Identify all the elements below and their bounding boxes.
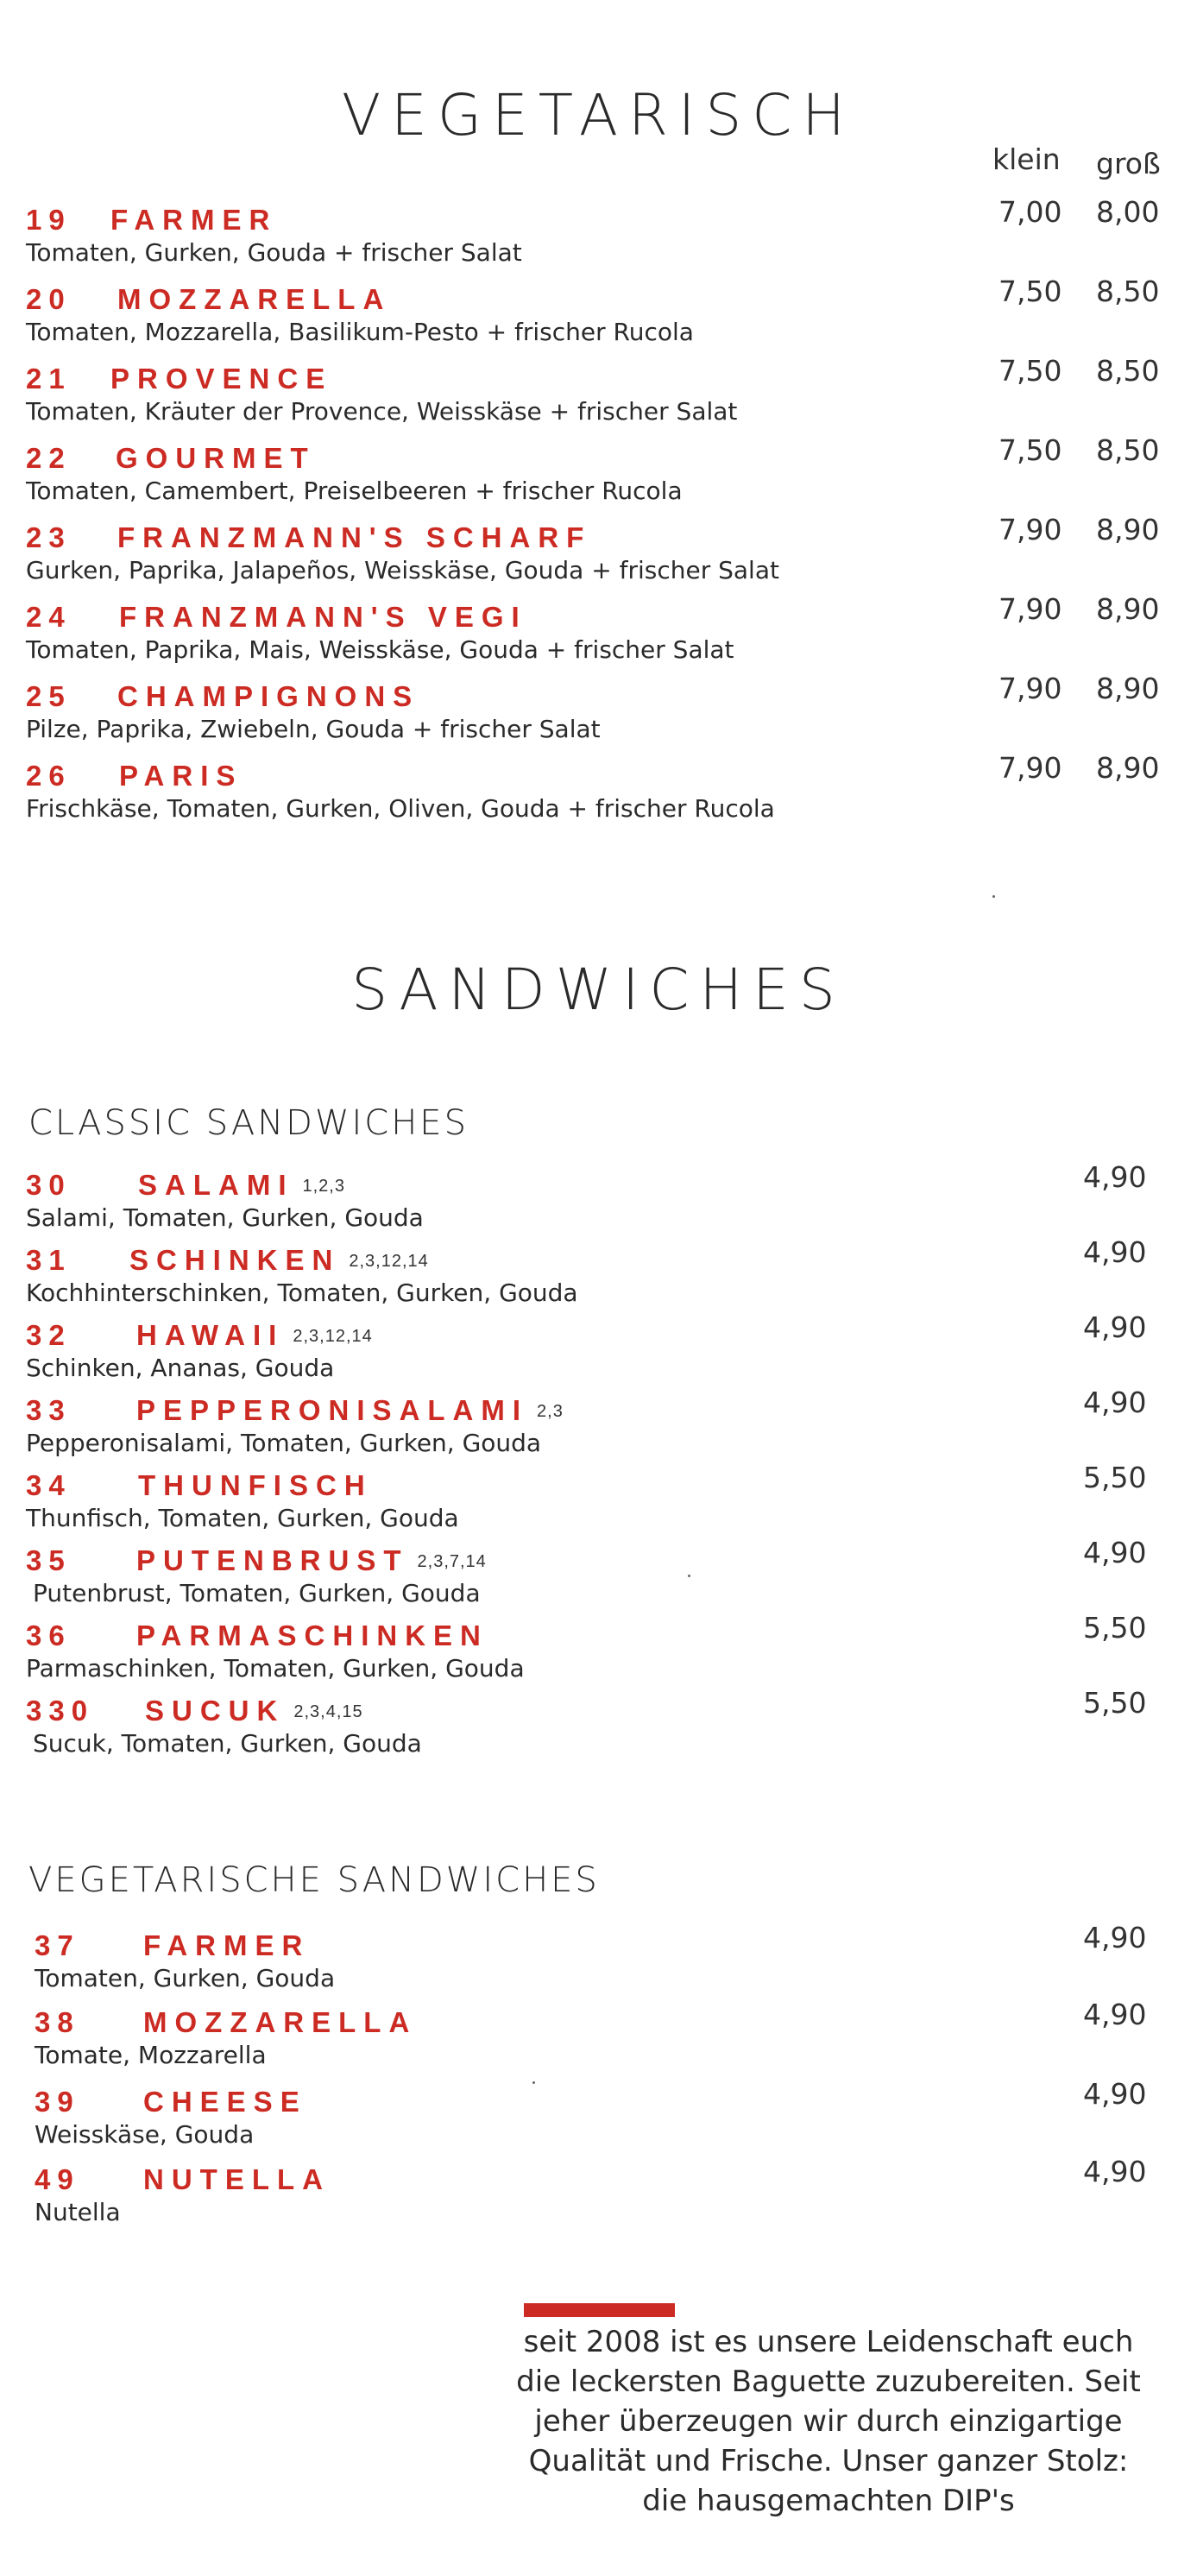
price-small: 7,50 <box>999 275 1062 308</box>
item-name-wrap <box>136 1544 487 1577</box>
item-number: 37 <box>35 1929 80 1961</box>
item-description: Frischkäse, Tomaten, Gurken, Oliven, Gouda + frischer Rucola <box>26 794 775 823</box>
price: 5,50 <box>1083 1461 1147 1494</box>
item-name: FARMER <box>110 204 278 236</box>
menu-item <box>26 751 1165 836</box>
item-number: 330 <box>26 1695 95 1727</box>
item-number: 35 <box>26 1544 72 1576</box>
price-large: 8,50 <box>1096 354 1160 388</box>
item-name-wrap <box>129 1244 429 1277</box>
item-description: Tomaten, Kräuter der Provence, Weisskäse + frischer Salat <box>26 397 738 426</box>
item-number: 31 <box>26 1244 72 1276</box>
menu-item <box>26 1310 1165 1395</box>
item-description: Kochhinterschinken, Tomaten, Gurken, Gouda <box>26 1279 578 1307</box>
item-description: Parmaschinken, Tomaten, Gurken, Gouda <box>26 1654 525 1683</box>
about-line: Qualität und Frische. Unser ganzer Stolz: <box>528 2444 1129 2478</box>
item-number: 38 <box>35 2006 80 2038</box>
item-name: MOZZARELLA <box>117 283 392 315</box>
item-number: 25 <box>26 680 72 712</box>
item-number: 33 <box>26 1394 72 1426</box>
item-number: 30 <box>26 1169 72 1201</box>
price-large: 8,90 <box>1096 672 1160 705</box>
item-name-wrap <box>136 1619 497 1652</box>
item-description: Tomaten, Mozzarella, Basilikum-Pesto + frischer Rucola <box>26 318 694 346</box>
item-name: THUNFISCH <box>138 1469 373 1501</box>
menu-item <box>26 433 1165 518</box>
price-small: 7,90 <box>999 672 1062 705</box>
item-name: PEPPERONISALAMI <box>136 1394 529 1426</box>
menu-item <box>26 1386 1165 1470</box>
item-number: 19 <box>26 204 72 236</box>
item-name: MOZZARELLA <box>143 2006 418 2038</box>
allergen-codes: 2,3 <box>537 1402 564 1421</box>
price-small: 7,90 <box>999 513 1062 546</box>
price: 4,90 <box>1083 2077 1147 2111</box>
menu-item <box>35 2155 1174 2239</box>
item-name-wrap <box>138 1169 345 1202</box>
menu-item <box>26 1536 1165 1620</box>
item-name: SCHINKEN <box>129 1244 341 1276</box>
item-description: Tomate, Mozzarella <box>35 2041 267 2069</box>
item-name-wrap <box>145 1695 363 1727</box>
price: 4,90 <box>1083 1310 1147 1344</box>
menu-item <box>35 1921 1174 2005</box>
item-number: 34 <box>26 1469 72 1501</box>
price: 5,50 <box>1083 1686 1147 1720</box>
item-description: Tomaten, Paprika, Mais, Weisskäse, Gouda + frischer Salat <box>26 635 734 664</box>
item-number: 36 <box>26 1619 72 1651</box>
item-name: CHEESE <box>143 2086 307 2118</box>
section-title-sandwiches: SANDWICHES <box>351 957 846 1023</box>
about-line: jeher überzeugen wir durch einzigartige <box>534 2404 1123 2439</box>
menu-item <box>26 513 1165 597</box>
section-title-vegetarisch: VEGETARISCH <box>342 82 855 148</box>
menu-item <box>35 2077 1174 2162</box>
menu-item <box>26 1235 1165 1320</box>
price-large: 8,90 <box>1096 592 1160 626</box>
item-number: 39 <box>35 2086 80 2118</box>
price-large: 8,90 <box>1096 751 1160 785</box>
allergen-codes: 2,3,12,14 <box>293 1327 373 1346</box>
menu-item <box>26 1461 1165 1545</box>
item-name: FARMER <box>143 1929 311 1961</box>
price: 4,90 <box>1083 2155 1147 2188</box>
item-number: 24 <box>26 601 72 633</box>
price: 4,90 <box>1083 1921 1147 1954</box>
about-line: die leckersten Baguette zuzubereiten. Seit <box>516 2364 1141 2399</box>
menu-item <box>26 195 1165 280</box>
item-name: PROVENCE <box>110 363 333 395</box>
item-number: 22 <box>26 442 72 474</box>
item-description: Putenbrust, Tomaten, Gurken, Gouda <box>33 1579 481 1607</box>
price-large: 8,90 <box>1096 513 1160 546</box>
price: 4,90 <box>1083 1386 1147 1419</box>
price: 4,90 <box>1083 1235 1147 1269</box>
subsection-title-vegetarian: VEGETARISCHE SANDWICHES <box>28 1860 600 1900</box>
item-description: Nutella <box>35 2198 121 2226</box>
item-description: Weisskäse, Gouda <box>35 2120 255 2149</box>
item-description: Gurken, Paprika, Jalapeños, Weisskäse, Gouda + frischer Salat <box>26 556 779 584</box>
item-name: HAWAII <box>136 1319 285 1351</box>
about-text <box>496 2322 1161 2521</box>
speck <box>992 895 995 898</box>
allergen-codes: 2,3,12,14 <box>349 1252 429 1271</box>
item-description: Sucuk, Tomaten, Gurken, Gouda <box>33 1729 422 1758</box>
menu-item <box>26 1160 1165 1245</box>
price-small: 7,50 <box>999 354 1062 388</box>
item-name: GOURMET <box>116 442 316 474</box>
accent-bar <box>524 2303 675 2317</box>
item-description: Schinken, Ananas, Gouda <box>26 1354 335 1382</box>
item-name: FRANZMANN'S VEGI <box>119 601 527 633</box>
price-large: 8,00 <box>1096 195 1160 229</box>
item-name: PARIS <box>119 760 243 792</box>
speck <box>532 2081 535 2084</box>
price: 4,90 <box>1083 1160 1147 1194</box>
item-name-wrap <box>138 1469 381 1502</box>
item-description: Tomaten, Gurken, Gouda <box>35 1964 336 1992</box>
item-name: NUTELLA <box>143 2163 331 2195</box>
speck <box>688 1575 690 1577</box>
menu-item <box>26 275 1165 359</box>
item-name: FRANZMANN'S SCHARF <box>117 521 592 553</box>
item-description: Salami, Tomaten, Gurken, Gouda <box>26 1203 424 1232</box>
item-number: 21 <box>26 363 72 395</box>
item-name-wrap <box>136 1394 564 1427</box>
price-small: 7,50 <box>999 433 1062 467</box>
item-number: 23 <box>26 521 72 553</box>
menu-item <box>35 1998 1174 2082</box>
item-name-wrap <box>136 1319 373 1352</box>
item-number: 32 <box>26 1319 72 1351</box>
subsection-title-classic: CLASSIC SANDWICHES <box>28 1103 469 1143</box>
price-small: 7,90 <box>999 592 1062 626</box>
column-header-gross: groß <box>1096 147 1161 180</box>
item-number: 26 <box>26 760 72 792</box>
item-description: Tomaten, Camembert, Preiselbeeren + frischer Rucola <box>26 477 683 505</box>
price-large: 8,50 <box>1096 433 1160 467</box>
allergen-codes: 2,3,7,14 <box>417 1552 487 1571</box>
price-large: 8,50 <box>1096 275 1160 308</box>
menu-item <box>26 672 1165 756</box>
item-number: 20 <box>26 283 72 315</box>
menu-item <box>26 1686 1165 1771</box>
item-description: Tomaten, Gurken, Gouda + frischer Salat <box>26 238 522 267</box>
price-small: 7,90 <box>999 751 1062 785</box>
menu-item <box>26 1611 1165 1695</box>
allergen-codes: 1,2,3 <box>302 1177 345 1196</box>
price: 4,90 <box>1083 1998 1147 2031</box>
item-name: CHAMPIGNONS <box>117 680 420 712</box>
item-number: 49 <box>35 2163 80 2195</box>
item-name: PUTENBRUST <box>136 1544 409 1576</box>
allergen-codes: 2,3,4,15 <box>293 1702 363 1721</box>
price: 5,50 <box>1083 1611 1147 1645</box>
item-description: Pilze, Paprika, Zwiebeln, Gouda + frischer Salat <box>26 715 601 743</box>
menu-item <box>26 354 1165 439</box>
item-name: PARMASCHINKEN <box>136 1619 488 1651</box>
column-header-klein: klein <box>992 142 1061 176</box>
item-description: Pepperonisalami, Tomaten, Gurken, Gouda <box>26 1429 542 1457</box>
about-line: die hausgemachten DIP's <box>642 2484 1015 2518</box>
item-description: Thunfisch, Tomaten, Gurken, Gouda <box>26 1504 459 1532</box>
price-small: 7,00 <box>999 195 1062 229</box>
menu-item <box>26 592 1165 677</box>
item-name: SALAMI <box>138 1169 294 1201</box>
about-line: seit 2008 ist es unsere Leidenschaft euch <box>523 2325 1134 2359</box>
item-name: SUCUK <box>145 1695 286 1727</box>
price: 4,90 <box>1083 1536 1147 1569</box>
